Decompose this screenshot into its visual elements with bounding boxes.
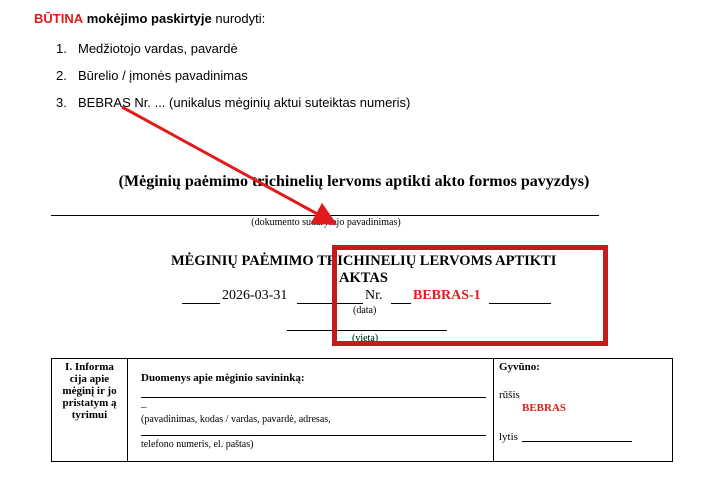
section-label: I. Informa cija apie mėginį ir jo pristatym ą tyrimui bbox=[62, 361, 117, 421]
species-value: BEBRAS bbox=[522, 402, 567, 414]
list-text: Medžiotojo vardas, pavardė bbox=[78, 41, 238, 56]
sex-label: lytis bbox=[499, 431, 518, 443]
act-number: BEBRAS-1 bbox=[413, 288, 481, 303]
list-text: BEBRAS Nr. ... (unikalus mėginių aktui suteiktas numeris) bbox=[78, 95, 411, 110]
form-example-title: (Mėginių paėmimo trichinelių lervoms aptikti akto formos pavyzdys) bbox=[118, 173, 590, 190]
act-title-line2: AKTAS bbox=[339, 270, 388, 286]
owner-line-1 bbox=[141, 397, 486, 398]
act-title-line1: MĖGINIŲ PAĖMIMO TRICHINELIŲ LERVOMS APTIKTI bbox=[171, 253, 557, 269]
sex-line bbox=[522, 441, 632, 442]
owner-caption-2: telefono numeris, el. paštas) bbox=[141, 439, 254, 450]
list-number: 1. bbox=[56, 41, 67, 56]
nr-label: Nr. bbox=[365, 288, 383, 303]
section-label-cell bbox=[52, 359, 128, 462]
date-caption: (data) bbox=[353, 305, 377, 316]
owner-cell bbox=[128, 359, 494, 462]
place-caption: (vieta) bbox=[352, 333, 379, 344]
list-number: 3. bbox=[56, 95, 67, 110]
owner-heading: Duomenys apie mėginio savininką: bbox=[141, 372, 305, 384]
payment-purpose-phrase: mokėjimo paskirtyje bbox=[86, 11, 212, 26]
owner-line-2 bbox=[141, 435, 486, 436]
owner-dash: – bbox=[141, 401, 147, 413]
doc-name-caption: (dokumento sudarytojo pavadinimas) bbox=[251, 217, 401, 228]
act-date: 2026-03-31 bbox=[222, 288, 288, 303]
animal-heading: Gyvūno: bbox=[499, 361, 540, 373]
required-word: BŪTINA bbox=[34, 11, 84, 26]
list-text: Būrelio / įmonės pavadinimas bbox=[78, 68, 248, 83]
species-label: rūšis bbox=[499, 389, 520, 401]
intro-rest: nurodyti: bbox=[215, 11, 266, 26]
owner-caption-1: (pavadinimas, kodas / vardas, pavardė, adresas, bbox=[141, 414, 331, 425]
animal-cell bbox=[494, 359, 673, 462]
sample-info-table bbox=[51, 358, 673, 462]
list-number: 2. bbox=[56, 68, 67, 83]
